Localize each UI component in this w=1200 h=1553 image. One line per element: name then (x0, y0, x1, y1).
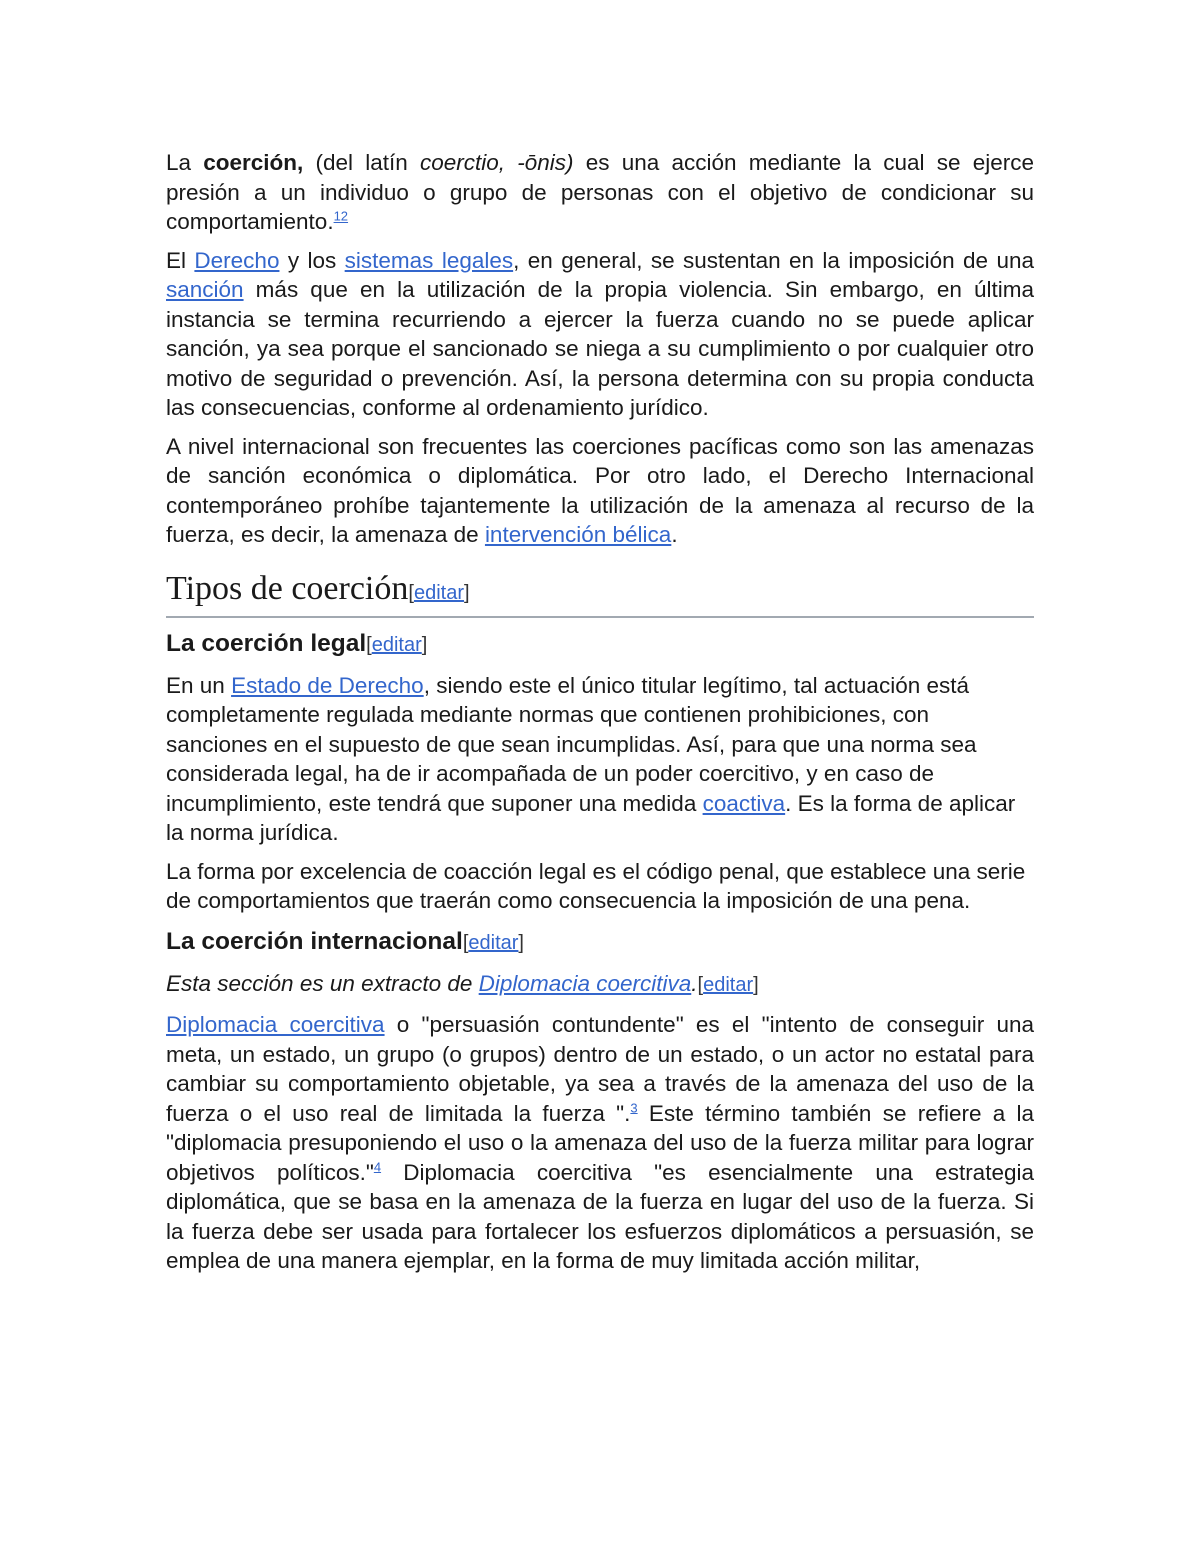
edit-section-link: [editar] (697, 973, 759, 996)
term-bold: coerción, (203, 150, 304, 175)
latin-term: coerctio, -ōnis) (419, 150, 574, 175)
link-sistemas-legales[interactable]: sistemas legales (344, 247, 514, 273)
intro-paragraph: La coerción, (del latín coerctio, -ōnis) es una acción mediante la cual se ejerce presión a un individuo o grupo de personas con el objetivo de condicionar su comportamiento.$^{12}$ (166, 150, 1034, 234)
edit-link-excerpt[interactable]: editar (703, 973, 754, 996)
paragraph-estado-de-derecho: En un Estado de Derecho, siendo este el único titular legítimo, tal actuación está completamente regulada mediante normas que contienen prohibiciones, con sanciones en el supuesto de que sean incumplidas. Así, para que una norma sea considerada legal, ha de ir acompañada de un poder coercitivo, y en caso de incumplimiento, este tendrá que suponer una medida coactiva. Es la forma de aplicar la norma jurídica. (166, 672, 1016, 845)
paragraph-internacional: A nivel internacional son frecuentes las coerciones pacíficas como son las amenazas de sanción económica o diplomática. Por otro lado, el Derecho Internacional contemporáneo prohíbe tajantemente la utilización de la amenaza al recurso de la fuerza, es decir, la amenaza de intervención bélica. (166, 433, 1034, 547)
edit-link-legal[interactable]: editar (371, 633, 422, 656)
reference-4[interactable]: 4 (373, 1159, 382, 1174)
link-sancion[interactable]: sanción (166, 277, 244, 302)
link-diplomacia-coercitiva[interactable]: Diplomacia coercitiva (166, 1012, 385, 1037)
edit-section-link: [editar] (408, 581, 470, 604)
link-derecho[interactable]: Derecho (194, 247, 280, 273)
heading-coercion-legal: La coerción legal[editar] (166, 629, 428, 657)
link-coactiva[interactable]: coactiva (702, 790, 786, 816)
paragraph-diplomacia-coercitiva: Diplomacia coercitiva o "persuasión contundente" es el "intento de conseguir una meta, un estado, un grupo (o grupos) dentro de un estado, o un actor no estatal para cambiar su comportamiento objetable, ya sea a través de la amenaza del uso de la fuerza o el uso real de limitada la fuerza ".$^3$ Este término también se refiere a la "diplomacia presuponiendo el uso o la amenaza del uso de la fuerza militar para lograr objetivos políticos."$^4$ Diplomacia coercitiva "es esencialmente una estrategia diplomática, que se basa en la amenaza de la fuerza en lugar del uso de la fuerza. Si la fuerza debe ser usada para fortalecer los esfuerzos diplomáticos a persuasión, se emplea de una manera ejemplar, en la forma de muy limitada acción militar, (166, 1012, 1035, 1273)
edit-section-link: [editar] (366, 633, 428, 656)
edit-section-link: [editar] (462, 931, 524, 954)
link-diplomacia-coercitiva-note[interactable]: Diplomacia coercitiva (478, 970, 692, 996)
heading-coercion-internacional: La coerción internacional[editar] (166, 927, 524, 955)
heading-tipos-de-coercion: Tipos de coerción[editar] (166, 570, 1034, 618)
link-intervencion-belica[interactable]: intervención bélica (484, 522, 672, 547)
edit-link-internacional[interactable]: editar (468, 931, 519, 954)
paragraph-codigo-penal: La forma por excelencia de coacción legal es el código penal, que establece una serie de comportamientos que traerán como consecuencia la imposición de una pena. (166, 858, 1026, 913)
excerpt-note: Esta sección es un extracto de Diplomacia coercitiva.[editar] (166, 970, 759, 996)
edit-link-tipos[interactable]: editar (413, 581, 464, 604)
article-body (166, 148, 1034, 1285)
paragraph-derecho: El Derecho y los sistemas legales, en general, se sustentan en la imposición de una sanción más que en la utilización de la propia violencia. Sin embargo, en última instancia se termina recurriendo a ejercer la fuerza cuando no se puede aplicar sanción, ya sea porque el sancionado se niega a su cumplimiento o por cualquier otro motivo de seguridad o prevención. Así, la persona determina con su propia conducta las consecuencias, conforme al ordenamiento jurídico. (166, 247, 1034, 420)
link-estado-de-derecho[interactable]: Estado de Derecho (231, 672, 424, 698)
reference-12[interactable]: 12 (333, 208, 349, 224)
reference-3[interactable]: 3 (630, 1100, 638, 1115)
